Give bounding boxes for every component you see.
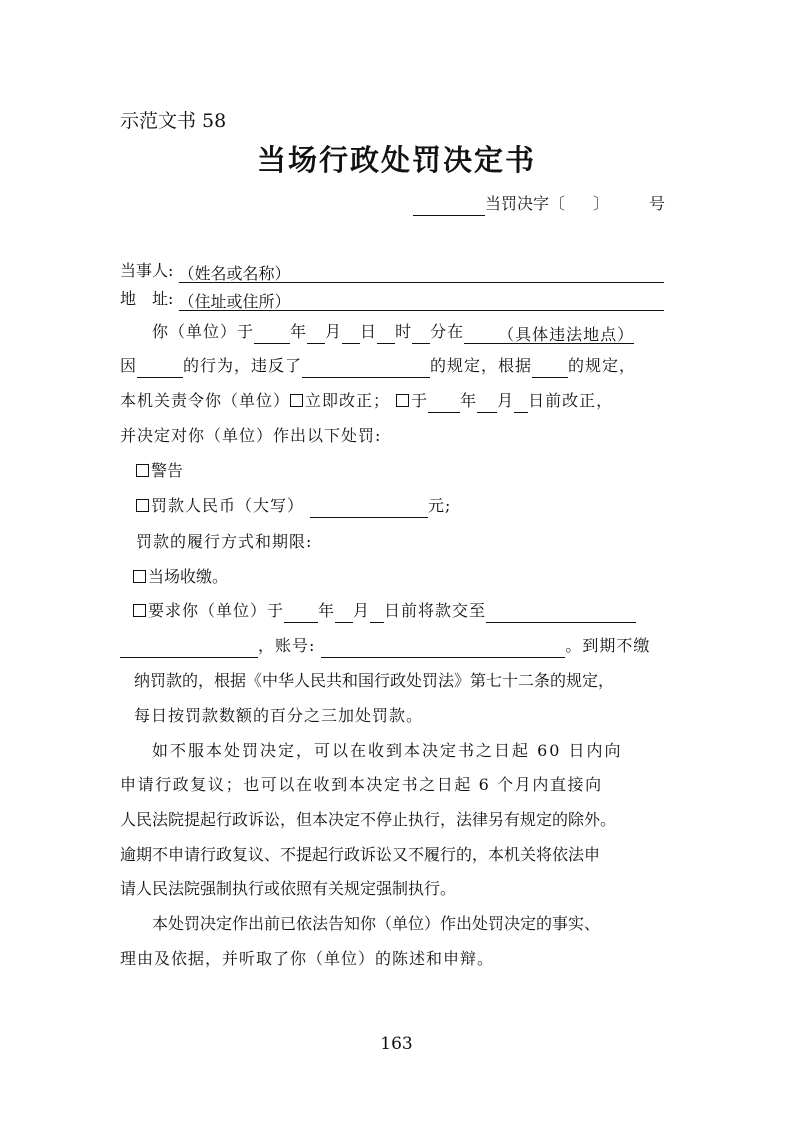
text-month-2: 月	[497, 391, 515, 410]
text-pay-onsite: 当场收缴。	[148, 567, 229, 586]
body-line-1	[152, 320, 634, 344]
document-title: 当场行政处罚决定书	[256, 143, 536, 177]
text-correct-now: 立即改正；	[305, 391, 391, 410]
notice-line-1: 本处罚决定作出前已依法告知你（单位）作出处罚决定的事实、	[152, 914, 601, 933]
blank-pay-bank	[486, 602, 636, 623]
text-minute-at: 分在	[430, 322, 465, 341]
account-line	[120, 634, 650, 658]
party-address-field	[179, 290, 664, 311]
blank-pay-year	[284, 602, 318, 623]
blank-correct-year	[428, 392, 460, 413]
doc-number-prefix: 当罚决字〔	[485, 194, 566, 213]
blank-correct-day	[514, 392, 528, 413]
body-line-4: 并决定对你（单位）作出以下处罚:	[120, 426, 382, 445]
blank-hour	[377, 323, 395, 344]
checkbox-warning[interactable]	[136, 464, 149, 477]
appeal-line-2: 申请行政复议；也可以在收到本决定书之日起 6 个月内直接向	[120, 775, 603, 794]
text-year-2: 年	[460, 391, 478, 410]
option-pay-request	[133, 599, 636, 623]
payment-title: 罚款的履行方式和期限:	[136, 532, 313, 551]
text-correct-before: 日前改正，	[528, 391, 614, 410]
document-number	[413, 192, 665, 216]
party-name-hint: （姓名或名称）	[178, 264, 291, 283]
text-overdue: 。到期不缴	[565, 636, 651, 655]
blank-pay-month	[335, 602, 353, 623]
body-line-2	[120, 354, 636, 378]
body-line-3	[120, 389, 613, 413]
blank-behavior	[137, 357, 183, 378]
appeal-line-5: 请人民法院强制执行或依照有关规定强制执行。	[120, 879, 457, 898]
checkbox-correct-now[interactable]	[290, 394, 303, 407]
checkbox-fine[interactable]	[136, 499, 149, 512]
page-number: 163	[380, 1034, 413, 1054]
party-address-hint: （住址或住所）	[178, 292, 291, 311]
text-account: ，账号:	[258, 636, 316, 655]
appeal-line-4: 逾期不申请行政复议、不提起行政诉讼又不履行的，本机关将依法申	[120, 845, 601, 864]
option-pay-onsite	[133, 565, 228, 589]
party-address-row	[120, 287, 664, 311]
text-month: 月	[325, 322, 343, 341]
text-according: 的规定，根据	[430, 356, 533, 375]
party-name-field	[179, 262, 664, 283]
text-violated: 的行为，违反了	[183, 356, 303, 375]
doc-number-blank	[413, 195, 485, 216]
text-hour: 时	[395, 322, 413, 341]
option-fine	[136, 494, 451, 518]
checkbox-pay-request[interactable]	[133, 604, 146, 617]
appeal-line-1: 如不服本处罚决定，可以在收到本决定书之日起 60 日内向	[152, 741, 623, 760]
blank-basis	[532, 357, 568, 378]
party-name-row	[120, 259, 664, 283]
option-warning	[136, 459, 183, 483]
blank-bank-cont	[120, 637, 258, 658]
blank-fine-amount	[310, 497, 428, 518]
late-line-2: 每日按罚款数额的百分之三加处罚款。	[134, 706, 424, 725]
blank-year	[254, 323, 290, 344]
late-line-1: 纳罚款的，根据《中华人民共和国行政处罚法》第七十二条的规定，	[134, 671, 615, 690]
text-because: 因	[120, 356, 138, 375]
text-on: 于	[411, 391, 429, 410]
doc-number-close: 〕	[593, 194, 610, 213]
appeal-line-3: 人民法院提起行政诉讼，但本决定不停止执行，法律另有规定的除外。	[120, 810, 617, 829]
blank-month	[307, 323, 325, 344]
text-pay-request: 要求你（单位）于	[148, 601, 285, 620]
text-year: 年	[290, 322, 308, 341]
checkbox-correct-by-date[interactable]	[396, 394, 409, 407]
text-day: 日	[360, 322, 378, 341]
text-order: 本机关责令你（单位）	[120, 391, 291, 410]
blank-place	[464, 323, 498, 344]
text-year-3: 年	[318, 601, 336, 620]
text-yuan: 元;	[428, 496, 452, 515]
place-hint: （具体违法地点）	[498, 325, 635, 344]
party-name-label: 当事人:	[120, 261, 174, 280]
checkbox-pay-onsite[interactable]	[133, 570, 146, 583]
notice-line-2: 理由及依据，并听取了你（单位）的陈述和申辩。	[120, 949, 495, 968]
text-pay-before: 日前将款交至	[384, 601, 487, 620]
blank-account-number	[321, 637, 565, 658]
text-you-on: 你（单位）于	[152, 322, 255, 341]
blank-pay-day	[370, 602, 384, 623]
blank-violated-rule	[302, 357, 430, 378]
blank-correct-month	[477, 392, 497, 413]
text-month-3: 月	[353, 601, 371, 620]
party-address-label: 地 址:	[120, 289, 174, 308]
text-provision: 的规定，	[568, 356, 637, 375]
text-fine-amount: 罚款人民币（大写）	[151, 496, 305, 515]
blank-minute	[412, 323, 430, 344]
document-label: 示范文书 58	[120, 110, 227, 132]
blank-day	[342, 323, 360, 344]
doc-number-suffix: 号	[649, 194, 666, 213]
text-warning: 警告	[151, 461, 184, 480]
